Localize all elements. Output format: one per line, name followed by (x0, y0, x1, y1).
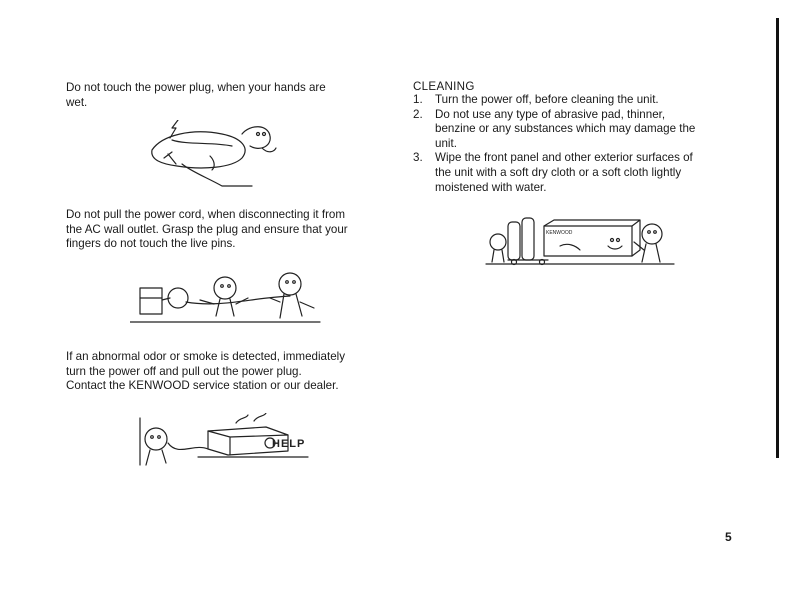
step-line: unit. (435, 136, 457, 150)
step-number: 1. (413, 93, 423, 106)
step-line: benzine or any substances which may damage the (435, 122, 696, 136)
warning-pull-cord-line: fingers do not touch the live pins. (66, 237, 236, 251)
warning-wet-hands-line: Do not touch the power plug, when your hands are (66, 81, 326, 94)
cleaning-step (413, 93, 735, 108)
wet-hands-illustration (142, 120, 292, 190)
warning-smoke (66, 350, 388, 394)
step-line: the unit with a soft dry cloth or a soft cloth lightly (435, 165, 682, 179)
smoke-help-illustration (138, 413, 318, 468)
help-sign: HELP (272, 438, 306, 450)
step-number: 2. (413, 107, 423, 121)
step-number: 3. (413, 151, 423, 165)
step-line: moistened with water. (435, 180, 547, 194)
warning-pull-cord-line: the AC wall outlet. Grasp the plug and ensure that your (66, 222, 348, 236)
warning-pull-cord (66, 208, 388, 252)
brand-label: KENWOOD (546, 230, 573, 236)
warning-smoke-line: Contact the KENWOOD service station or our dealer. (66, 379, 339, 393)
warning-wet-hands-line: wet. (66, 95, 88, 109)
warning-smoke-line: If an abnormal odor or smoke is detected, immediately (66, 350, 346, 363)
warning-smoke-line: turn the power off and pull out the power plug. (66, 364, 302, 378)
step-line: Do not use any type of abrasive pad, thinner, (435, 107, 666, 121)
cleaning-step (413, 108, 735, 152)
cleaning-steps-list (413, 93, 735, 195)
cleaning-step (413, 151, 735, 195)
warning-wet-hands (66, 81, 386, 110)
step-line: Turn the power off, before cleaning the unit. (435, 93, 659, 106)
section-heading-cleaning: CLEANING (413, 80, 475, 93)
pull-cord-illustration (130, 268, 325, 326)
page-edge-line (776, 18, 779, 458)
warning-pull-cord-line: Do not pull the power cord, when disconnecting it from (66, 208, 346, 221)
page-number: 5 (725, 530, 732, 544)
step-line: Wipe the front panel and other exterior surfaces of (435, 151, 693, 165)
cleaning-illustration (484, 212, 679, 268)
